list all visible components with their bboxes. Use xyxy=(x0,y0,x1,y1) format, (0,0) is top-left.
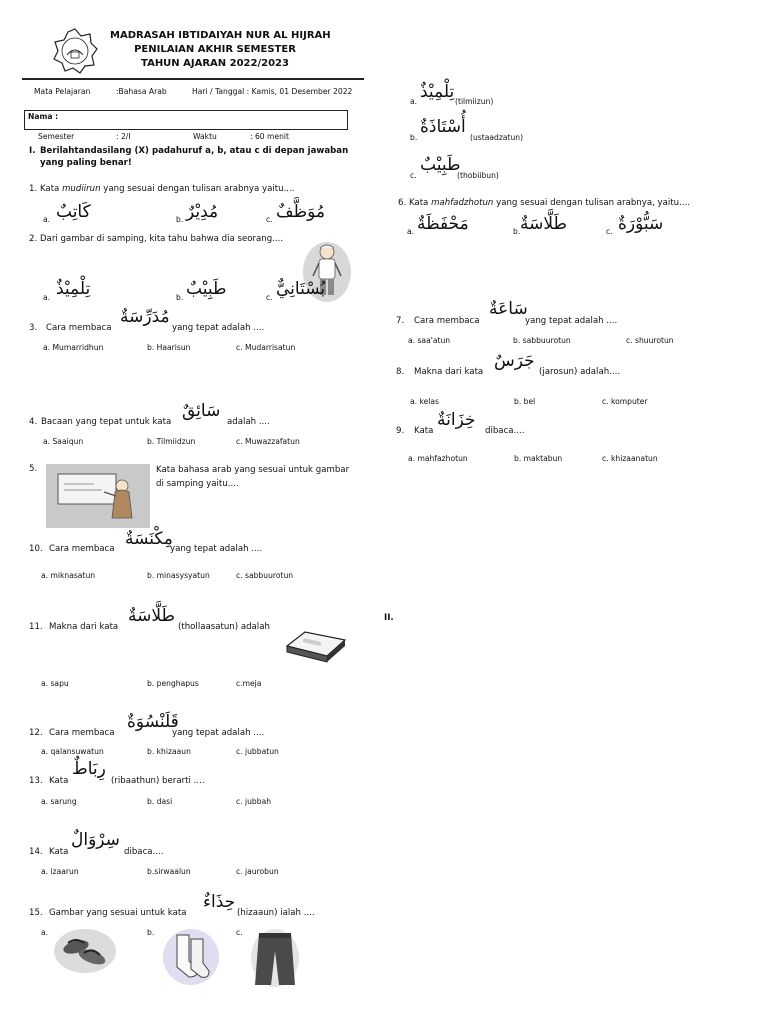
subject-value: :Bahasa Arab xyxy=(116,87,167,96)
q12-arabic: قَلَنْسُوَةٌ xyxy=(127,712,179,732)
q2-option-b[interactable]: b. xyxy=(176,293,184,302)
q6-option-b[interactable]: b. xyxy=(513,227,521,236)
q8-pre: Makna dari kata xyxy=(414,367,484,377)
q4-option-c[interactable]: c. Muwazzafatun xyxy=(236,437,300,446)
trousers-picture[interactable] xyxy=(251,929,299,987)
q4-post: adalah .... xyxy=(227,417,270,427)
q6-option-b-arabic: طَلَّاسَةٌ xyxy=(520,214,568,234)
q5-text-2: di samping yaitu.... xyxy=(156,479,239,489)
q7-post: yang tepat adalah .... xyxy=(525,316,618,326)
q11-option-c[interactable]: c.meja xyxy=(236,679,262,688)
name-field[interactable] xyxy=(24,110,348,130)
semester-label: Semester xyxy=(38,132,75,141)
q12-post: yang tepat adalah .... xyxy=(172,728,265,738)
q13-option-b[interactable]: b. dasi xyxy=(147,797,173,806)
q7-num: 7. xyxy=(396,316,405,326)
q14-pre: Kata xyxy=(49,847,69,857)
q9-arabic: خِزَانَةٌ xyxy=(437,410,476,430)
section-one-instruction: Berilahtandasilang (X) padahuruf a, b, atau c di depan jawaban xyxy=(40,146,349,156)
q5-text: Kata bahasa arab yang sesuai untuk gambar xyxy=(156,465,350,475)
q3-num: 3. xyxy=(29,323,38,333)
q9-pre: Kata xyxy=(414,426,434,436)
q5-option-a[interactable]: a. xyxy=(410,97,418,106)
q3-option-c[interactable]: c. Mudarrisatun xyxy=(236,343,296,352)
q12-option-a[interactable]: a. qalansuwatun xyxy=(41,747,104,756)
q1-option-a-arabic: كَاتِبٌ xyxy=(56,202,91,222)
q15-option-a[interactable]: a. xyxy=(41,928,49,937)
q5-option-a-transliteration: (tilmiizun) xyxy=(455,97,494,106)
q10-arabic: مِكْنَسَةٌ xyxy=(125,529,173,549)
q5-option-a-arabic: تِلْمِيْذٌ xyxy=(420,82,455,102)
q8-option-b[interactable]: b. bel xyxy=(514,397,536,406)
q15-post: (hizaaun) ialah .... xyxy=(237,908,315,918)
q9-num: 9. xyxy=(396,426,405,436)
time-label: Waktu xyxy=(193,132,217,141)
q15-option-c[interactable]: c. xyxy=(236,928,243,937)
school-name: MADRASAH IBTIDAIYAH NUR AL HIJRAH xyxy=(110,30,331,41)
q11-post: (thollaasatun) adalah xyxy=(178,622,270,632)
q1-option-a[interactable]: a. xyxy=(43,215,51,224)
school-logo xyxy=(52,28,98,74)
teacher-classroom-picture xyxy=(46,462,150,528)
q9-option-b[interactable]: b. maktabun xyxy=(514,454,563,463)
q3-option-a[interactable]: a. Mumarridhun xyxy=(43,343,104,352)
q5-option-b-transliteration: (ustaadzatun) xyxy=(470,133,524,142)
q12-pre: Cara membaca xyxy=(49,728,115,738)
q5-option-c-arabic: طَبِيْبٌ xyxy=(420,155,461,175)
q10-option-c[interactable]: c. sabbuurotun xyxy=(236,571,294,580)
q11-num: 11. xyxy=(29,622,43,632)
q7-arabic: سَاعَةٌ xyxy=(489,299,528,319)
q10-num: 10. xyxy=(29,544,43,554)
q6-option-c[interactable]: c. xyxy=(606,227,613,236)
q14-option-a[interactable]: a. izaarun xyxy=(41,867,79,876)
q1-option-b-arabic: مُدِيْرٌ xyxy=(186,202,219,222)
q7-option-a[interactable]: a. saa'atun xyxy=(408,336,451,345)
q5-option-c-transliteration: (thobiibun) xyxy=(457,171,499,180)
subject-label: Mata Pelajaran xyxy=(34,87,91,96)
q7-option-c[interactable]: c. shuurotun xyxy=(626,336,674,345)
q1-option-b[interactable]: b. xyxy=(176,215,184,224)
q6-text: 6. Kata mahfadzhotun yang sesuai dengan tulisan arabnya, yaitu.... xyxy=(398,198,691,208)
q5-option-b[interactable]: b. xyxy=(410,133,418,142)
q10-option-b[interactable]: b. minasysyatun xyxy=(147,571,210,580)
q13-arabic: رِبَاطٌ xyxy=(72,759,106,779)
q11-option-a[interactable]: a. sapu xyxy=(41,679,69,688)
name-label: Nama : xyxy=(28,112,59,121)
semester-value: : 2/I xyxy=(116,132,131,141)
q15-option-b[interactable]: b. xyxy=(147,928,155,937)
eraser-picture xyxy=(281,628,347,666)
q5-option-b-arabic: أُسْتَاذَةٌ xyxy=(420,117,466,137)
q9-post: dibaca.... xyxy=(485,426,525,436)
q7-option-b[interactable]: b. sabbuurotun xyxy=(513,336,571,345)
q6-option-a-arabic: مَحْفَظَةٌ xyxy=(417,214,469,234)
q2-option-a[interactable]: a. xyxy=(43,293,51,302)
q1-option-c-arabic: مُوَظَّفٌ xyxy=(276,202,326,222)
time-value: : 60 menit xyxy=(250,132,290,141)
section-one-number: I. xyxy=(29,146,36,156)
q4-option-a[interactable]: a. Saaiqun xyxy=(43,437,84,446)
q14-option-c[interactable]: c. jaurobun xyxy=(236,867,279,876)
q2-option-c-arabic: بُسْتَانِيٌّ xyxy=(276,279,326,299)
q14-arabic: سِرْوَالٌ xyxy=(71,830,120,850)
section-two-number: II. xyxy=(384,613,394,623)
q3-option-b[interactable]: b. Haarisun xyxy=(147,343,191,352)
q10-pre: Cara membaca xyxy=(49,544,115,554)
q1-option-c[interactable]: c. xyxy=(266,215,273,224)
q6-option-a[interactable]: a. xyxy=(407,227,415,236)
q8-arabic: جَرَسٌ xyxy=(494,351,535,371)
q10-option-a[interactable]: a. miknasatun xyxy=(41,571,96,580)
sandals-picture[interactable] xyxy=(54,929,116,973)
q8-post: (jarosun) adalah.... xyxy=(539,367,621,377)
q3-pre: Cara membaca xyxy=(46,323,112,333)
q6-option-c-arabic: سَبُّوْرَةٌ xyxy=(618,214,664,234)
q12-num: 12. xyxy=(29,728,43,738)
q5-num: 5. xyxy=(29,464,38,474)
section-one-instruction-2: yang paling benar! xyxy=(40,158,132,168)
q8-num: 8. xyxy=(396,367,405,377)
q11-option-b[interactable]: b. penghapus xyxy=(147,679,199,688)
q4-option-b[interactable]: b. Tilmiidzun xyxy=(147,437,196,446)
exam-title: PENILAIAN AKHIR SEMESTER xyxy=(134,44,296,55)
q13-pre: Kata xyxy=(49,776,69,786)
q2-option-c[interactable]: c. xyxy=(266,293,273,302)
q4-pre: Bacaan yang tepat untuk kata xyxy=(41,417,172,427)
q13-option-c[interactable]: c. jubbah xyxy=(236,797,272,806)
q2-text: 2. Dari gambar di samping, kita tahu bahwa dia seorang.... xyxy=(29,234,284,244)
q2-option-b-arabic: طَبِيْبٌ xyxy=(186,279,227,299)
q2-option-a-arabic: تِلْمِيْذٌ xyxy=(56,279,91,299)
q9-option-c[interactable]: c. khizaanatun xyxy=(602,454,658,463)
q1-text: 1. Kata mudiirun yang sesuai dengan tulisan arabnya yaitu.... xyxy=(29,184,295,194)
q5-option-c[interactable]: c. xyxy=(410,171,417,180)
q7-pre: Cara membaca xyxy=(414,316,480,326)
q12-option-c[interactable]: c. jubbatun xyxy=(236,747,279,756)
school-year: TAHUN AJARAN 2022/2023 xyxy=(141,58,289,69)
header-divider xyxy=(22,78,364,80)
q4-arabic: سَائِقٌ xyxy=(182,401,221,421)
q3-post: yang tepat adalah .... xyxy=(172,323,265,333)
q15-num: 15. xyxy=(29,908,43,918)
q13-post: (ribaathun) berarti .... xyxy=(111,776,205,786)
q8-option-c[interactable]: c. komputer xyxy=(602,397,648,406)
q15-arabic: حِذَاءٌ xyxy=(203,892,236,912)
q8-option-a[interactable]: a. kelas xyxy=(410,397,439,406)
socks-picture[interactable] xyxy=(163,927,219,985)
q14-option-b[interactable]: b.sirwaalun xyxy=(147,867,191,876)
q11-pre: Makna dari kata xyxy=(49,622,119,632)
q14-post: dibaca.... xyxy=(124,847,164,857)
q13-option-a[interactable]: a. sarung xyxy=(41,797,77,806)
q12-option-b[interactable]: b. khizaaun xyxy=(147,747,191,756)
q13-num: 13. xyxy=(29,776,43,786)
q3-arabic: مُدَرِّسَةٌ xyxy=(120,307,170,327)
q4-num: 4. xyxy=(29,417,38,427)
q10-post: yang tepat adalah .... xyxy=(170,544,263,554)
q15-pre: Gambar yang sesuai untuk kata xyxy=(49,908,187,918)
date-label: Hari / Tanggal : Kamis, 01 Desember 2022 xyxy=(192,87,353,96)
q14-num: 14. xyxy=(29,847,43,857)
q9-option-a[interactable]: a. mahfazhotun xyxy=(408,454,468,463)
q11-arabic: طَلَّاسَةٌ xyxy=(128,606,176,626)
